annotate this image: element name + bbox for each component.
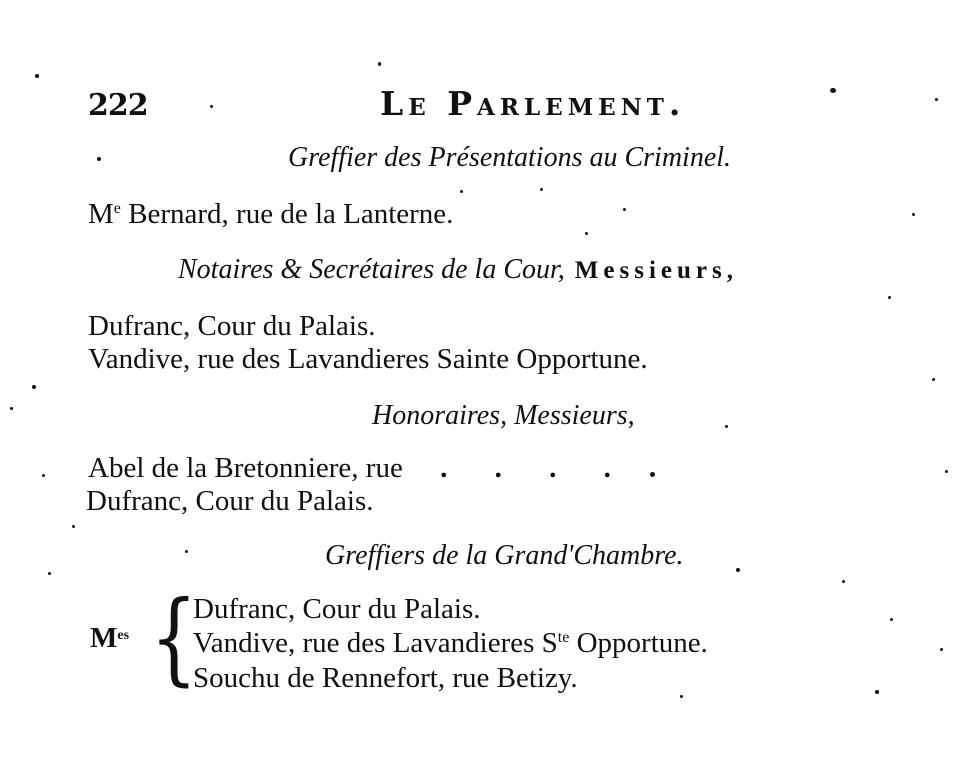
scan-speck — [72, 525, 75, 528]
running-title: Le Parlement. — [380, 84, 686, 123]
group-prefix-text: M — [90, 622, 118, 654]
list-item: Souchu de Rennefort, rue Betizy. — [193, 662, 578, 694]
list-item — [88, 452, 631, 485]
scan-speck — [585, 232, 588, 235]
list-item — [88, 198, 453, 231]
list-item: Vandive, rue des Lavandieres Sainte Opportune. — [88, 343, 648, 375]
group-prefix — [90, 622, 129, 655]
scan-speck — [888, 296, 891, 299]
list-item — [193, 627, 708, 660]
scan-speck — [185, 550, 188, 553]
scan-speck — [842, 580, 845, 583]
scan-speck — [945, 470, 948, 473]
scan-speck — [830, 88, 836, 93]
section-heading-notaires — [178, 254, 738, 286]
list-item: Dufranc, Cour du Palais. — [88, 310, 376, 342]
scan-speck — [875, 690, 879, 694]
scan-speck — [10, 407, 13, 410]
scan-speck — [460, 190, 463, 193]
scan-speck — [912, 213, 915, 216]
list-item: Dufranc, Cour du Palais. — [86, 485, 374, 517]
heading-text: Notaires & Secrétaires de la Cour, — [178, 254, 565, 285]
scan-speck — [35, 74, 39, 78]
scan-speck — [97, 157, 101, 161]
scan-speck — [736, 568, 740, 572]
scan-speck — [48, 572, 51, 575]
entry-trail: . . . . — [440, 452, 631, 484]
section-heading-greffier-presentations: Greffier des Présentations au Criminel. — [288, 142, 732, 173]
scan-speck — [42, 474, 45, 477]
scan-speck — [890, 618, 893, 621]
scan-speck — [940, 648, 943, 651]
scan-speck — [935, 98, 938, 101]
scan-speck — [680, 695, 683, 698]
scan-speck — [650, 472, 655, 477]
entry-text: Bernard, rue de la Lanterne. — [128, 198, 454, 230]
section-heading-greffiers-grand-chambre: Greffiers de la Grand'Chambre. — [325, 540, 684, 571]
page-number: 222 — [88, 88, 148, 123]
section-heading-honoraires: Honoraires, Messieurs, — [372, 400, 635, 431]
list-item: Dufranc, Cour du Palais. — [193, 593, 481, 625]
scan-speck — [378, 62, 381, 66]
scan-speck — [725, 425, 728, 428]
entry-text: Vandive, rue des Lavandieres S — [193, 627, 558, 659]
scan-speck — [932, 378, 935, 381]
scan-speck — [210, 105, 213, 108]
group-prefix-suffix: es — [117, 628, 130, 643]
entry-text-end: Opportune. — [569, 627, 708, 659]
scan-speck — [540, 188, 543, 191]
heading-caps: Messieurs, — [574, 257, 738, 284]
grouping-brace: { — [150, 579, 198, 696]
entry-superscript: te — [557, 629, 570, 646]
scan-speck — [32, 385, 36, 389]
honorific-suffix: e — [113, 200, 121, 217]
scan-speck — [623, 208, 626, 211]
entry-text: Abel de la Bretonniere, rue — [88, 452, 403, 484]
honorific-prefix: M — [88, 198, 114, 230]
